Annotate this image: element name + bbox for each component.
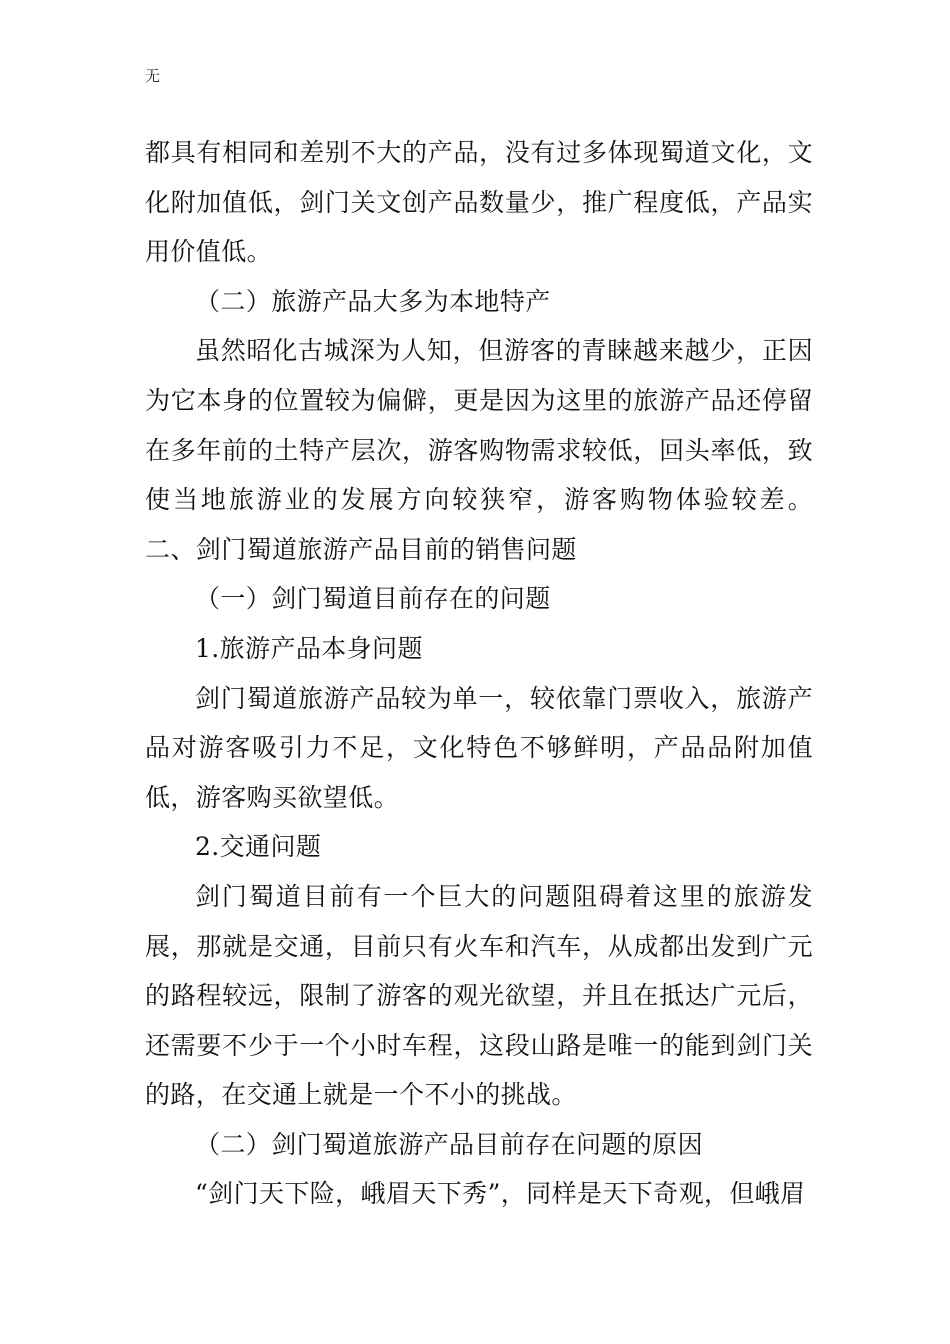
subsection-heading-2: （二）剑门蜀道旅游产品目前存在问题的原因 — [195, 1129, 704, 1159]
document-body — [145, 128, 813, 1219]
paragraph-zhaohua: 虽然昭化古城深为人知，但游客的青睐越来越少，正因为它本身的位置较为偏僻，更是因为这里的旅游产品还停留在多年前的土特产层次，游客购物需求较低，回头率低，致使当地旅游业的发展方向较狭窄，游客购物体验较差。 二、剑门蜀道旅游产品目前的销售问题 — [145, 336, 813, 564]
page-header-mark: 无 — [145, 67, 161, 85]
paragraph-traffic-issue: 剑门蜀道目前有一个巨大的问题阻碍着这里的旅游发展，那就是交通，目前只有火车和汽车，从成都出发到广元的路程较远，限制了游客的观光欲望，并且在抵达广元后，还需要不少于一个小时车程，这段山路是唯一的能到剑门关的路，在交通上就是一个不小的挑战。 — [145, 881, 813, 1110]
paragraph-reasons: “剑门天下险，峨眉天下秀”，同样是天下奇观，但峨眉 — [195, 1179, 806, 1209]
paragraph-product-issue: 剑门蜀道旅游产品较为单一，较依靠门票收入，旅游产品对游客吸引力不足，文化特色不够鲜明，产品品附加值低，游客购买欲望低。 — [145, 683, 813, 812]
paragraph-1: 都具有相同和差别不大的产品，没有过多体现蜀道文化，文化附加值低，剑门关文创产品数量少，推广程度低，产品实用价值低。 — [145, 138, 813, 267]
item-heading-2: 2.交通问题 — [195, 832, 322, 862]
item-heading-1: 1.旅游产品本身问题 — [195, 633, 423, 663]
section-heading-2: （二）旅游产品大多为本地特产 — [195, 286, 551, 316]
subsection-heading-1: （一）剑门蜀道目前存在的问题 — [195, 584, 551, 614]
